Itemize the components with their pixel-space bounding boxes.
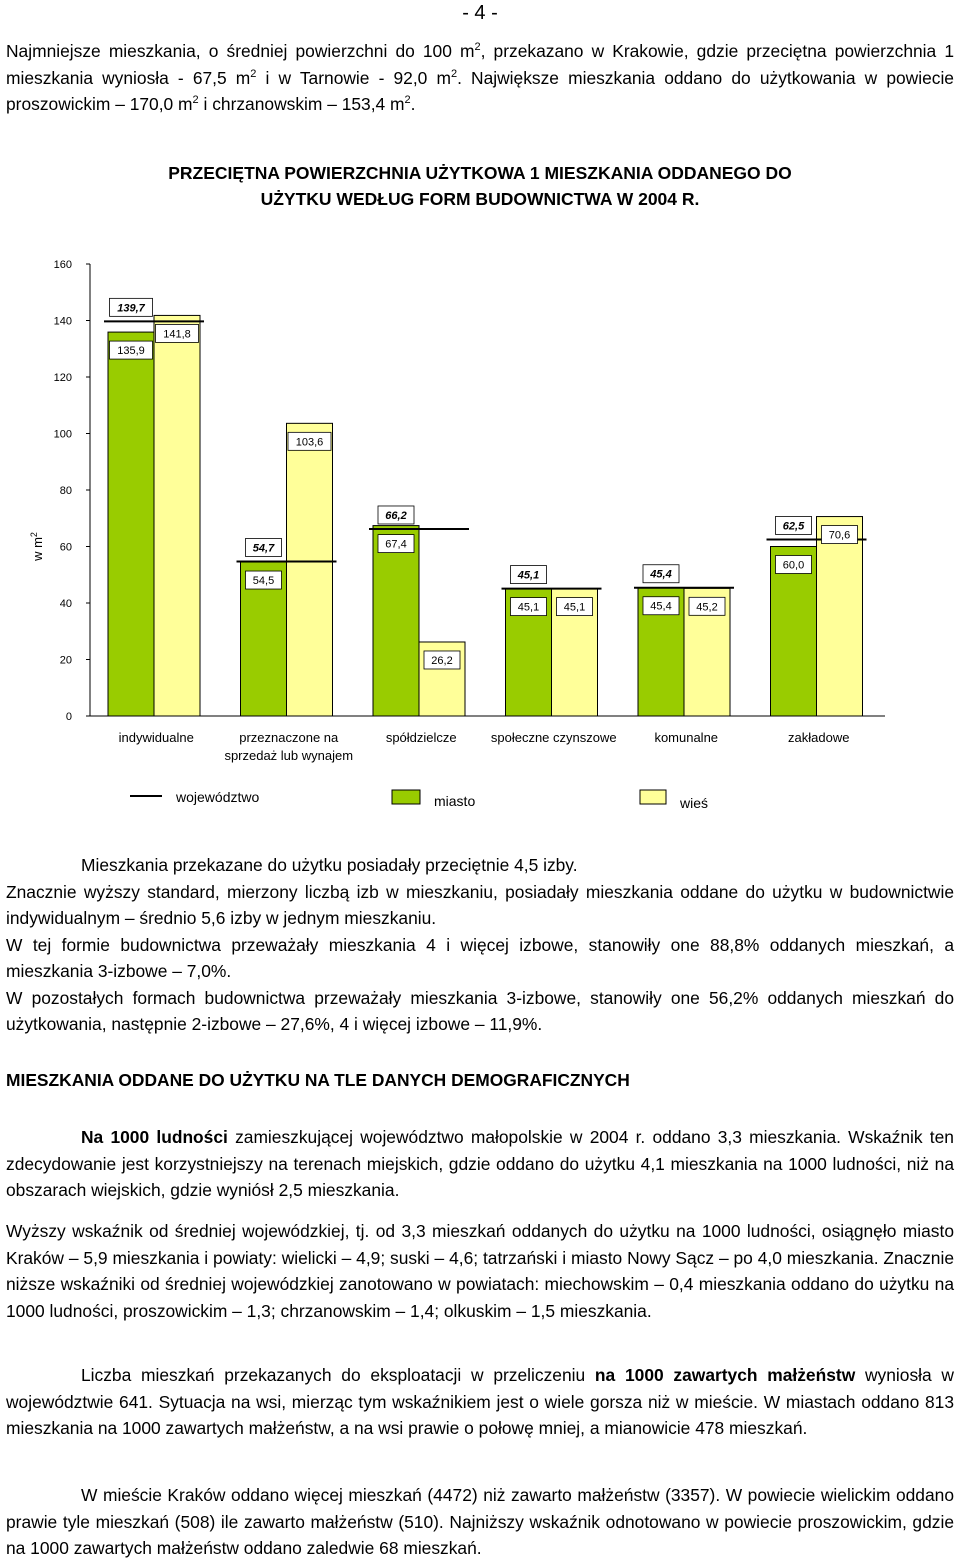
chart-title bbox=[0, 160, 960, 212]
category-label: komunalne bbox=[654, 730, 719, 745]
data-label-miasto: 135,9 bbox=[117, 345, 145, 358]
data-label-wies: 26,2 bbox=[431, 654, 453, 667]
y-tick-label: 40 bbox=[59, 598, 72, 610]
paragraph: W mieście Kraków oddano więcej mieszkań (4472) niż zawarto małżeństw (3357). W powiecie wielickim oddano prawie tyle mieszkań (508) ile zawarto małżeństw (510). Najniższy wskaźnik odnotowano w powiecie proszowickim, gdzie na 1000 zawartych małżeństw oddano zaledwie 68 mieszkań. bbox=[6, 1485, 954, 1558]
paragraph-text: Liczba mieszkań przekazanych do eksploatacji w przeliczeniu bbox=[81, 1365, 595, 1385]
paragraph-text: Znacznie wyższy standard, mierzony liczbą izb w mieszkaniu, posiadały mieszkania oddane do użytku w budownictwie indywidualnym – średnio 5,6 izby w jednym mieszkaniu. bbox=[6, 881, 954, 928]
y-tick-label: 80 bbox=[59, 485, 72, 497]
bar-chart bbox=[0, 240, 960, 850]
data-label-miasto: 67,4 bbox=[385, 538, 407, 551]
data-label-miasto: 45,4 bbox=[650, 600, 672, 613]
paragraph bbox=[6, 852, 954, 1038]
y-axis-label-text: w m bbox=[30, 537, 45, 561]
y-tick-label: 60 bbox=[59, 541, 72, 554]
bar-miasto bbox=[373, 526, 419, 716]
y-tick-label: 100 bbox=[53, 428, 72, 441]
paragraph-text: zamieszkującej województwo małopolskie w 2004 r. oddano 3,3 mieszkania. Wskaźnik ten zdecydowanie jest korzystniejszy na terenach miejskich, gdzie oddano do użytku 4,1 mieszkania na 1000 ludności, niż na obszarach wiejskich, gdzie wyniósł 2,5 mieszkania. bbox=[6, 1127, 954, 1200]
bar-wies bbox=[817, 517, 863, 716]
data-label-wojewodztwo: 139,7 bbox=[117, 302, 145, 315]
intro-text: Najmniejsze mieszkania, o średniej powierzchni do 100 m bbox=[6, 41, 475, 61]
section-heading: MIESZKANIA ODDANE DO UŻYTKU NA TLE DANYCH DEMOGRAFICZNYCH bbox=[6, 1070, 630, 1090]
data-label-miasto: 54,5 bbox=[252, 575, 275, 588]
intro-paragraph bbox=[6, 38, 954, 118]
chart-title-line: PRZECIĘTNA POWIERZCHNIA UŻYTKOWA 1 MIESZKANIA ODDANEGO DO bbox=[168, 163, 792, 183]
data-label-wojewodztwo: 45,4 bbox=[650, 568, 672, 581]
bold-text: Na 1000 ludności bbox=[81, 1127, 228, 1147]
superscript: 2 bbox=[450, 67, 458, 80]
superscript: 2 bbox=[192, 94, 199, 107]
legend-swatch-miasto bbox=[392, 790, 420, 804]
y-tick-label: 160 bbox=[53, 259, 72, 271]
data-label-wojewodztwo: 62,5 bbox=[782, 520, 805, 533]
page-number: - 4 - bbox=[462, 2, 498, 24]
data-label-wojewodztwo: 66,2 bbox=[385, 509, 407, 522]
data-label-miasto: 45,1 bbox=[517, 601, 540, 614]
data-label-wies: 141,8 bbox=[163, 328, 191, 341]
intro-text: do użytkowania w powiecie proszowickim – 170,0 m bbox=[6, 67, 954, 114]
y-tick-label: 20 bbox=[59, 654, 72, 667]
chart-title-line: UŻYTKU WEDŁUG FORM BUDOWNICTWA W 2004 R. bbox=[260, 189, 700, 209]
paragraph-text: wyniosła w województwie 641. Sytuacja na wsi, mierząc tym wskaźnikiem jest o wiele gorsza niż w mieście. W miastach oddano 813 mieszkania na 1000 zawartych małżeństw, a na wsi prawie o połowę mniej, a mianowicie 478 mieszkań. bbox=[6, 1365, 954, 1438]
y-tick-label: 0 bbox=[65, 711, 72, 723]
superscript: 2 bbox=[404, 94, 411, 107]
category-label: indywidualne bbox=[118, 730, 194, 745]
legend-swatch-wies bbox=[640, 790, 666, 804]
category-label: społeczne czynszowe bbox=[490, 730, 617, 745]
data-label-wojewodztwo: 45,1 bbox=[517, 569, 540, 582]
category-label: sprzedaż lub wynajem bbox=[224, 748, 354, 763]
data-label-wies: 45,1 bbox=[563, 601, 586, 614]
intro-text: i w Tarnowie - 92,0 m bbox=[256, 67, 451, 88]
data-label-wies: 45,2 bbox=[696, 601, 718, 614]
superscript: 2 bbox=[250, 67, 257, 80]
bold-text: na 1000 zawartych małżeństw bbox=[594, 1365, 856, 1385]
bar-wies bbox=[287, 423, 333, 716]
paragraph-text: W pozostałych formach budownictwa przeważały mieszkania 3-izbowe, stanowiły one 56,2% oddanych mieszkań do użytkowania, następnie 2-izbowe – 27,6%, 4 i więcej izbowe – 11,9%. bbox=[6, 987, 954, 1034]
category-label: zakładowe bbox=[788, 730, 850, 745]
intro-text: powierzchnia 1 mieszkania wyniosła - 67,5 m bbox=[6, 41, 954, 88]
intro-text: i chrzanowskim – 153,4 m bbox=[198, 94, 405, 114]
superscript: 2 bbox=[474, 41, 481, 54]
legend-label-wies: wieś bbox=[680, 795, 709, 811]
bar-miasto bbox=[108, 332, 154, 716]
paragraph-text: W tej formie budownictwa przeważały mieszkania 4 i więcej izbowe, stanowiły one 88,8% oddanych mieszkań, a mieszkania 3-izbowe – 7,0%. bbox=[6, 934, 954, 981]
category-label: przeznaczone na bbox=[239, 730, 339, 745]
data-label-wies: 70,6 bbox=[828, 529, 851, 542]
y-tick-label: 120 bbox=[53, 372, 72, 384]
intro-text: , przekazano w Krakowie, gdzie przeciętna bbox=[480, 41, 827, 61]
data-label-wies: 103,6 bbox=[295, 436, 324, 449]
paragraph bbox=[6, 1362, 954, 1442]
bar-wies bbox=[154, 315, 200, 716]
intro-text: . Największe mieszkania oddano bbox=[457, 67, 723, 88]
paragraph: Wyższy wskaźnik od średniej wojewódzkiej, tj. od 3,3 mieszkań oddanych do użytku na 1000 ludności, osiągnęło miasto Kraków – 5,9 mieszkania i powiaty: wielicki – 4,9; suski – 4,6; tatrzański i miasto Nowy Sącz – po 4,0 mieszkania. Znacznie niższe wskaźniki od średniej wojewódzkiej zanotowano w powiatach: miechowskim – 0,4 mieszkania oddano do użytku na 1000 ludności, proszowickim – 1,3; chrzanowskim – 1,4; olkuskim – 1,5 mieszkania. bbox=[6, 1221, 954, 1321]
intro-text: . bbox=[410, 94, 416, 114]
y-tick-label: 140 bbox=[53, 315, 72, 328]
y-axis-label-superscript: 2 bbox=[29, 532, 39, 538]
data-label-wojewodztwo: 54,7 bbox=[252, 542, 275, 555]
data-label-miasto: 60,0 bbox=[782, 559, 805, 572]
y-axis-label bbox=[29, 532, 45, 562]
legend-label-wojewodztwo: województwo bbox=[176, 789, 260, 805]
category-label: spółdzielcze bbox=[385, 730, 457, 745]
legend-label-miasto: miasto bbox=[434, 793, 476, 809]
paragraph-text: Mieszkania przekazane do użytku posiadały przeciętnie 4,5 izby. bbox=[81, 855, 578, 875]
paragraph bbox=[6, 1124, 954, 1204]
